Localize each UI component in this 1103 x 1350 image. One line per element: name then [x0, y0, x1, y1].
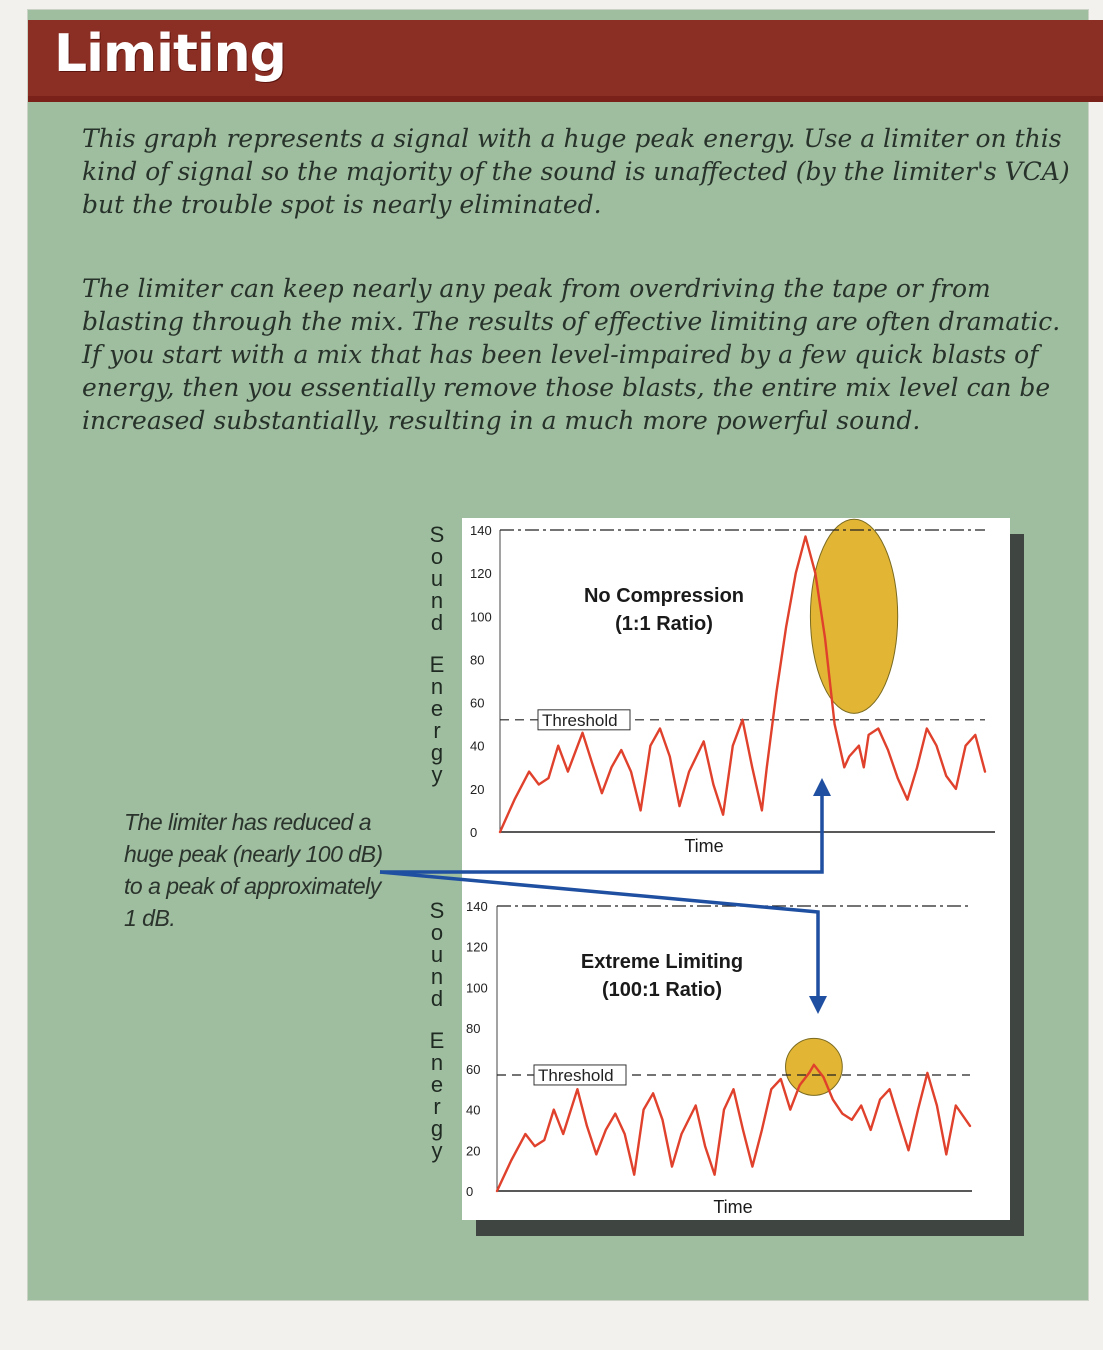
y-tick-label: 60 — [466, 1061, 481, 1077]
y-axis-label-letter: E — [429, 652, 445, 677]
y-axis-label-letter: e — [430, 696, 444, 721]
threshold-label: Threshold — [542, 710, 618, 730]
y-axis-label-letter: g — [430, 1116, 444, 1141]
y-tick-label: 20 — [466, 1143, 481, 1159]
chart-subtitle: (100:1 Ratio) — [601, 979, 723, 1001]
page-title: Limiting — [54, 24, 286, 84]
y-tick-label: 140 — [466, 899, 488, 914]
y-axis-label-letter: r — [433, 718, 441, 743]
peak-highlight — [810, 519, 897, 713]
y-axis-label-letter: S — [429, 898, 445, 923]
arrow-head-up — [813, 778, 831, 796]
y-tick-label: 100 — [466, 980, 488, 996]
x-axis-label: Time — [684, 836, 724, 856]
y-tick-label: 100 — [470, 609, 492, 625]
y-axis-label-letter: u — [430, 566, 444, 591]
y-axis-label-letter: n — [430, 964, 444, 989]
y-tick-label: 0 — [466, 1184, 474, 1199]
y-tick-label: 40 — [466, 1102, 481, 1118]
intro-paragraph: This graph represents a signal with a huge peak energy. Use a limiter on this kind of signal so the majority of the sound is unaffected (by the limiter's VCA) but the trouble spot is nearly eliminated. — [82, 124, 1070, 219]
y-axis-label-letter: y — [431, 762, 443, 787]
arrow-to-bottom-peak — [380, 872, 818, 1000]
threshold-label: Threshold — [538, 1065, 614, 1085]
y-axis-label-letter: e — [430, 1072, 444, 1097]
x-axis-label: Time — [713, 1197, 753, 1217]
y-axis-label-letter: n — [430, 588, 444, 613]
chart-no-compression — [470, 519, 995, 856]
chart-extreme-limiting — [466, 899, 972, 1217]
y-axis-label-letter: y — [431, 1138, 443, 1163]
chart-subtitle: (1:1 Ratio) — [615, 613, 713, 635]
y-axis-label-letter: E — [429, 1028, 445, 1053]
body-paragraph: The limiter can keep nearly any peak from overdriving the tape or from blasting through the mix. The results of effective limiting are often dramatic. If you start with a mix that has been level-impaired by a few quick blasts of energy, then you essentially remove those blasts, the entire mix level can be increased substantially, resulting in a much more powerful sound. — [82, 274, 1061, 435]
y-axis-label-letter: o — [430, 544, 444, 569]
y-tick-label: 120 — [466, 939, 488, 955]
y-tick-label: 80 — [466, 1021, 481, 1037]
chart-title: No Compression — [583, 585, 745, 607]
y-axis-label-letter: o — [430, 920, 444, 945]
y-tick-label: 40 — [470, 738, 485, 754]
callout-text: The limiter has reduced a huge peak (nearly 100 dB) to a peak of approximately 1 dB. — [124, 809, 383, 931]
arrow-head-down — [809, 996, 827, 1014]
arrow-to-top-peak — [380, 790, 822, 872]
y-tick-label: 80 — [470, 652, 485, 668]
y-tick-label: 60 — [470, 695, 485, 711]
y-axis-label-letter: g — [430, 740, 444, 765]
y-axis-label-letter: d — [430, 986, 444, 1011]
y-axis-label-letter: S — [429, 522, 445, 547]
y-tick-label: 140 — [470, 523, 492, 538]
y-axis-label-letter: r — [433, 1094, 441, 1119]
y-axis-label-letter: n — [430, 674, 444, 699]
y-axis-label-letter: d — [430, 610, 444, 635]
signal-line — [500, 537, 985, 833]
y-axis-label-letter: u — [430, 942, 444, 967]
y-tick-label: 20 — [470, 781, 485, 797]
y-tick-label: 0 — [470, 825, 478, 840]
y-tick-label: 120 — [470, 566, 492, 582]
chart-title: Extreme Limiting — [580, 951, 744, 973]
y-axis-label-letter: n — [430, 1050, 444, 1075]
